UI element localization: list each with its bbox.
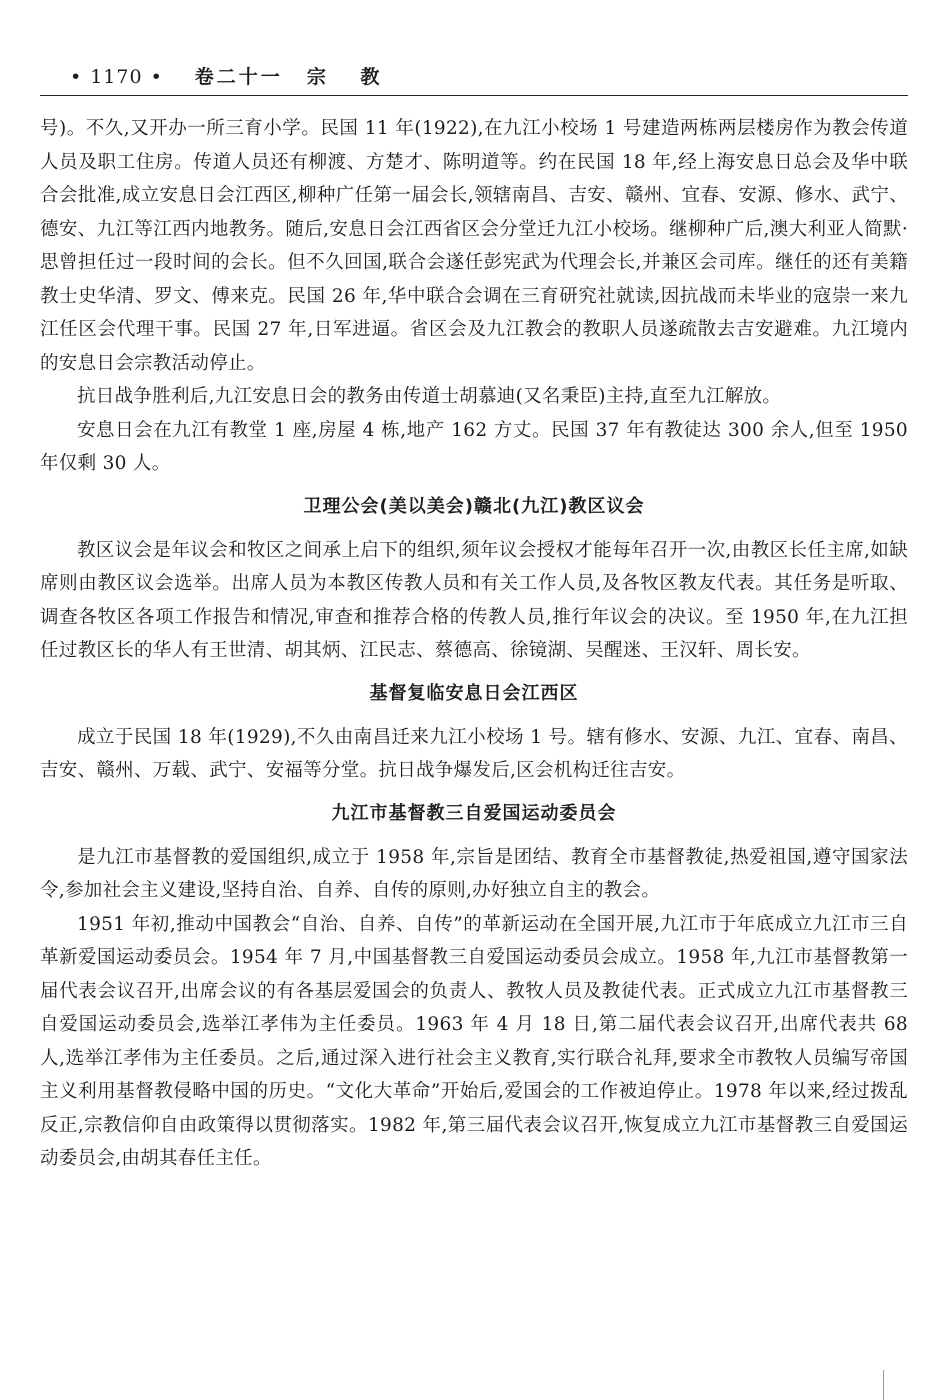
section-heading: 基督复临安息日会江西区 xyxy=(369,682,579,704)
section-heading: 九江市基督教三自爱国运动委员会 xyxy=(331,802,617,824)
header-bullet-left: • xyxy=(70,66,83,88)
chapter-title: 卷二十一 xyxy=(194,66,283,88)
paragraph: 安息日会在九江有教堂 1 座,房屋 4 栋,地产 162 方丈。民国 37 年有教徒达 300 余人,但至 1950 年仅剩 30 人。 xyxy=(40,419,908,474)
scan-edge-mark xyxy=(883,1370,884,1400)
paragraph: 成立于民国 18 年(1929),不久由南昌迁来九江小校场 1 号。辖有修水、安源、九江、宜春、南昌、吉安、赣州、万载、武宁、安福等分堂。抗日战争爆发后,区会机构迁往吉安。 xyxy=(40,726,908,781)
section-title: 宗 教 xyxy=(306,66,394,88)
header-rule xyxy=(40,95,908,96)
running-header xyxy=(62,62,393,89)
paragraph: 1951 年初,推动中国教会“自治、自养、自传”的革新运动在全国开展,九江市于年底成立九江市三自革新爱国运动委员会。1954 年 7 月,中国基督教三自爱国运动委员会成立。1958 年,九江市基督教第一届代表会议召开,出席会议的有各基层爱国会的负责人、教牧人员及教徒代表。正式成立九江市基督教三自爱国运动委员会,选举江孝伟为主任委员。1963 年 4 月 18 日,第二届代表会议召开,出席代表共 68 人,选举江孝伟为主任委员。之后,通过深入进行社会主义教育,实行联合礼拜,要求全市教牧人员编写帝国主义利用基督教侵略中国的历史。“文化大革命”开始后,爱国会的工作被迫停止。1978 年以来,经过拨乱反正,宗教信仰自由政策得以贯彻落实。1982 年,第三届代表会议召开,恢复成立九江市基督教三自爱国运动委员会,由胡其春任主任。 xyxy=(40,913,908,1169)
header-bullet-right: • xyxy=(150,66,163,88)
paragraph: 教区议会是年议会和牧区之间承上启下的组织,须年议会授权才能每年召开一次,由教区长任主席,如缺席则由教区议会选举。出席人员为本教区传教人员和有关工作人员,及各牧区教友代表。其任务是听取、调查各牧区各项工作报告和情况,审查和推荐合格的传教人员,推行年议会的决议。至 1950 年,在九江担任过教区长的华人有王世清、胡其炳、江民志、蔡德高、徐镜湖、吴醒迷、王汉轩、周长安。 xyxy=(40,539,908,661)
document-page xyxy=(40,0,908,1400)
page-number: 1170 xyxy=(90,66,143,88)
paragraph: 是九江市基督教的爱国组织,成立于 1958 年,宗旨是团结、教育全市基督教徒,热爱祖国,遵守国家法令,参加社会主义建设,坚持自治、自养、自传的原则,办好独立自主的教会。 xyxy=(40,846,908,901)
document-body xyxy=(40,112,908,1176)
paragraph-continued: 号)。不久,又开办一所三育小学。民国 11 年(1922),在九江小校场 1 号建造两栋两层楼房作为教会传道人员及职工住房。传道人员还有柳渡、方楚才、陈明道等。约在民国 18 年,经上海安息日总会及华中联合会批准,成立安息日会江西区,柳种广任第一届会长,领辖南昌、吉安、赣州、宜春、安源、修水、武宁、德安、九江等江西内地教务。随后,安息日会江西省区会分堂迁九江小校场。继柳种广后,澳大利亚人简默·思曾担任过一段时间的会长。但不久回国,联合会遂任彭宪武为代理会长,并兼区会司库。继任的还有美籍教士史华清、罗文、傅来克。民国 26 年,华中联合会调在三育研究社就读,因抗战而未毕业的寇崇一来九江任区会代理干事。民国 27 年,日军进逼。省区会及九江教会的教职人员遂疏散去吉安避难。九江境内的安息日会宗教活动停止。 xyxy=(40,118,908,374)
section-heading: 卫理公会(美以美会)赣北(九江)教区议会 xyxy=(303,495,645,517)
paragraph: 抗日战争胜利后,九江安息日会的教务由传道士胡慕迪(又名秉臣)主持,直至九江解放。 xyxy=(77,386,782,407)
